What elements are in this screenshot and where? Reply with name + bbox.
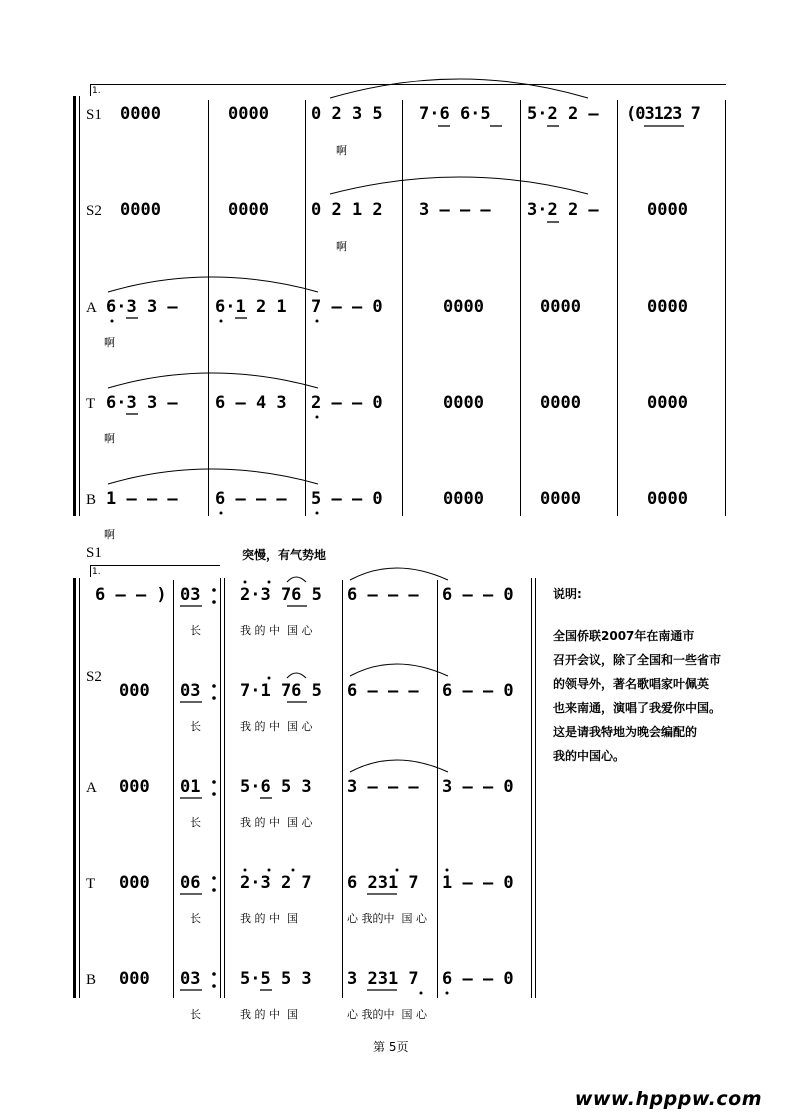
slur [330,79,588,98]
measure: 2·3 76 5 [240,585,322,605]
measure: 0000 [540,393,581,413]
slur [287,673,306,678]
slur [350,760,448,772]
measure: 6·1 2 1 [215,297,287,317]
measure: 000 [119,777,150,797]
lyric: 长 [190,624,201,637]
lyric: 长 [190,912,201,925]
measure: 5 – – 0 [311,489,383,509]
lyric: 啊 [104,336,115,349]
measure: 7·6 6·5 [419,104,491,124]
measure: 0000 [647,297,688,317]
lyric: 啊 [336,144,347,157]
measure: 0000 [443,393,484,413]
measure: 000 [119,969,150,989]
measure: 6 – – ) [95,585,167,605]
measure: 1 – – 0 [442,873,514,893]
measure: 6 – – 0 [442,681,514,701]
lyric: 我 的 中 国 心 [240,720,313,733]
measure: (03123 7 [626,104,700,124]
measure: 0000 [647,489,688,509]
measure: 03 [180,969,201,989]
note-line: 也来南通，演唱了我爱你中国。 [553,701,722,715]
measure: 0000 [120,104,161,124]
measure: 6 – – – [347,585,419,605]
slur [108,277,318,292]
measure: 5·5 5 3 [240,969,312,989]
slur [287,577,306,582]
measure: 0000 [228,104,269,124]
part-label-b: B [86,972,97,988]
measure: 6 – – – [347,681,419,701]
measure: 6 – 4 3 [215,393,287,413]
part-label-a: A [86,780,97,796]
measure: 0000 [540,489,581,509]
lyric: 我 的 中 国 [240,1008,298,1021]
measure: 01 [180,777,201,797]
slur [108,469,318,484]
measure: 2 – – 0 [311,393,383,413]
measure: 3 – – 0 [442,777,514,797]
lyric: 我 的 中 国 [240,912,298,925]
note-line: 的领导外，著名歌唱家叶佩英 [553,677,710,691]
measure: 3 – – – [419,200,491,220]
measure: 03 [180,585,201,605]
note-heading: 说明: [553,587,582,601]
volta-label: 1. [92,567,101,577]
slur [350,568,448,580]
note-line: 这是请我特地为晚会编配的 [553,725,698,739]
measure: 5·2 2 – [527,104,599,124]
measure: 6·3 3 – [106,393,178,413]
lyric: 心 我的中 国 心 [347,1008,427,1021]
measure: 2·3 2 7 [240,873,312,893]
measure: 5·6 5 3 [240,777,312,797]
measure: 000 [119,873,150,893]
measure: 3 231 7 [347,969,419,989]
measure: 6 231 7 [347,873,419,893]
measure: 7·1 76 5 [240,681,322,701]
measure: 03 [180,681,201,701]
note-line: 召开会议，除了全国和一些省市 [553,653,722,667]
part-label-a: A [86,300,97,316]
tempo-marking: 突慢，有气势地 [242,548,327,562]
part-label-b: B [86,492,97,508]
part-label-s1-top: S1 [86,545,102,561]
lyric: 长 [190,720,201,733]
lyric: 我 的 中 国 心 [240,624,313,637]
part-label-s2: S2 [86,203,102,219]
measure: 6 – – 0 [442,969,514,989]
part-label-t: T [86,396,96,412]
measure: 0000 [647,200,688,220]
measure: 6·3 3 – [106,297,178,317]
measure: 0000 [540,297,581,317]
measure: 0000 [443,297,484,317]
lyric: 啊 [104,528,115,541]
note-line: 我的中国心。 [553,749,626,763]
lyric: 长 [190,816,201,829]
note-line: 全国侨联2007年在南通市 [553,629,695,643]
volta-label: 1. [92,86,101,96]
lyric: 我 的 中 国 心 [240,816,313,829]
page-number: 第 5页 [373,1040,409,1054]
slur [330,177,588,194]
measure: 1 – – – [106,489,178,509]
measure: 0000 [228,200,269,220]
measure: 06 [180,873,201,893]
measure: 0 2 1 2 [311,200,383,220]
measure: 7 – – 0 [311,297,383,317]
part-label-t: T [86,876,96,892]
lyric: 心 我的中 国 心 [347,912,427,925]
lyric: 啊 [104,432,115,445]
measure: 0000 [443,489,484,509]
part-label-s2: S2 [86,669,102,685]
measure: 6 – – – [215,489,287,509]
measure: 0000 [647,393,688,413]
measure: 6 – – 0 [442,585,514,605]
measure: 3 – – – [347,777,419,797]
lyric: 长 [190,1008,201,1021]
measure: 000 [119,681,150,701]
part-label-s1: S1 [86,107,102,123]
measure: 3·2 2 – [527,200,599,220]
measure: 0 2 3 5 [311,104,383,124]
lyric: 啊 [336,240,347,253]
site-watermark: www.hpppw.com [574,1088,762,1110]
measure: 0000 [120,200,161,220]
slur [350,664,448,676]
slur [108,373,318,388]
